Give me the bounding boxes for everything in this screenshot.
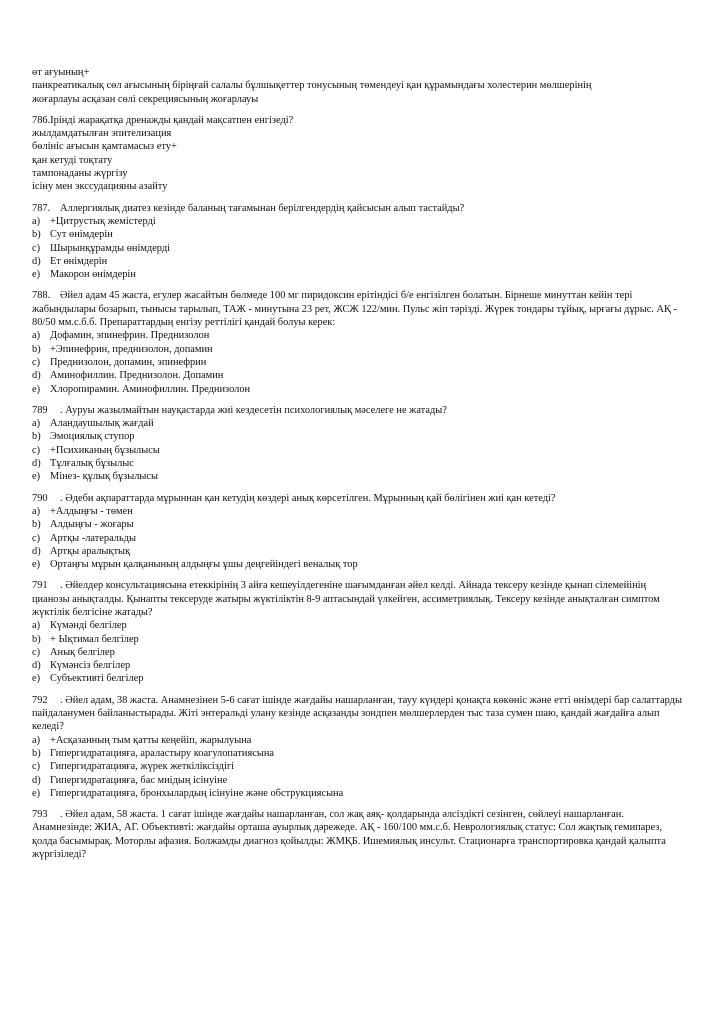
- option-letter: a): [32, 734, 41, 746]
- option-letter: c): [32, 356, 41, 368]
- answer-option: [32, 633, 683, 646]
- answer-option: қан кетуді тоқтату: [32, 154, 113, 166]
- question-number: 792: [32, 694, 48, 706]
- option-text: Артқы -латеральды: [50, 532, 136, 544]
- answer-option: [32, 356, 683, 369]
- option-letter: a): [32, 215, 41, 227]
- option-text: +Асқазанның тым қатты кеңейіп, жарылуына: [50, 734, 252, 746]
- option-text: Ет өнімдерін: [50, 255, 108, 267]
- question-stem: [32, 492, 683, 505]
- answer-option: [32, 532, 683, 545]
- option-text: Анық белгілер: [50, 646, 115, 658]
- question-stem: [32, 694, 683, 734]
- answer-option: [32, 430, 683, 443]
- question-text: . Әйел адам, 38 жаста. Анамнезінен 5-6 сағат ішінде жағдайы нашарланған, тауу күндері қонақта көкөніс және етті өнімдері бар салаттарды пайдаланумен байланыстырады. Жіті энтеральді улану кезінде асқазанды зондпен мөлшерлерден тыс таза сумен шаю, қандай жағдайға алып келеді?: [32, 694, 682, 733]
- answer-option: [32, 558, 683, 571]
- answer-option: [32, 343, 683, 356]
- option-letter: e): [32, 787, 41, 799]
- question-stem: [32, 579, 683, 619]
- answer-option: [32, 444, 683, 457]
- answer-option: [32, 417, 683, 430]
- option-letter: c): [32, 444, 41, 456]
- option-text: Аландаушылық жағдай: [50, 418, 154, 430]
- option-text: Аминофиллин. Преднизолон. Допамин: [50, 370, 224, 382]
- answer-option: [32, 659, 683, 672]
- option-letter: b): [32, 431, 41, 443]
- option-letter: d): [32, 774, 41, 786]
- option-text: Күмәнді белгілер: [50, 620, 127, 632]
- option-letter: a): [32, 330, 41, 342]
- answer-option: ісіну мен экссудацияны азайту: [32, 181, 168, 193]
- question-stem: [32, 289, 683, 329]
- option-text: Гипергидратацияға, бронхылардың ісінуіне және обструкциясына: [50, 787, 344, 799]
- answer-option: [32, 215, 683, 228]
- option-letter: b): [32, 229, 41, 241]
- answer-option: [32, 747, 683, 760]
- answer-option: [32, 228, 683, 241]
- question-793: [32, 808, 683, 861]
- answer-option: бөлініс ағысын қамтамасыз ету+: [32, 141, 177, 153]
- option-letter: c): [32, 646, 41, 658]
- answer-option: [32, 518, 683, 531]
- option-letter: b): [32, 343, 41, 355]
- option-letter: e): [32, 269, 41, 281]
- option-letter: b): [32, 519, 41, 531]
- answer-option: [32, 734, 683, 747]
- question-text: . Әйелдер консультациясына етеккірінің 3 айға кешеуілдегеніне шағымданған әйел келді. Айнада тексеру кезінде қынап сілемейінің цианозы анықталды. Қынапты тексеруде жатыры жүктіліктін 8-9 аптасындай үлкейген, ассиметриялық. Тексеру кезінде анықталған симптом жүктілік белгісіне жатады?: [32, 580, 660, 618]
- answer-option: [32, 369, 683, 382]
- question-text: Әйел адам 45 жаста, егулер жасайтын бөлмеде 100 мг пиридоксин ерітіндісі б/е енгізілген болатын. Бірнеше минуттан кейін тері жабындылары бозарып, тынысы тарылып, ТАЖ - минутына 23 рет, ЖСЖ 122/мин. Пульс жіп тәрізді. Жүрек тондары тұйық, ырғағы дұрыс. АҚ - 80/50 мм.с.б.б. Препараттардың енгізу реттілігі қандай болуы керек:: [32, 290, 677, 329]
- answer-option: [32, 268, 683, 281]
- answer-option: [32, 672, 683, 685]
- option-text: Преднизолон, допамин, эпинефрин: [50, 356, 207, 368]
- option-letter: c): [32, 242, 41, 254]
- question-number: 791: [32, 580, 48, 592]
- question-number: 788.: [32, 290, 51, 302]
- option-text: Шырынқұрамды өнімдерді: [50, 242, 171, 254]
- answer-option: [32, 545, 683, 558]
- question-788: [32, 289, 683, 395]
- answer-option: [32, 242, 683, 255]
- answer-option: [32, 255, 683, 268]
- option-text: Гипергидратацияға, жүрек жеткіліксіздігі: [50, 761, 234, 773]
- answer-option: [32, 505, 683, 518]
- intro-line: жоғарлауы асқазан сөлі секрециясының жоғарлауы: [32, 93, 259, 105]
- question-791: [32, 579, 683, 685]
- question-text: . Ауруы жазылмайтын науқастарда жиі кездесетін психологиялық мәселеге не жатады?: [60, 404, 447, 416]
- option-text: Гипергидратацияға, бас миідың ісінуіне: [50, 774, 228, 786]
- option-letter: b): [32, 633, 41, 645]
- intro-fragment: [32, 66, 683, 106]
- option-text: Гипергидратацияға, араластыру коагулопатиясына: [50, 747, 274, 759]
- answer-option: [32, 457, 683, 470]
- option-letter: d): [32, 458, 41, 470]
- question-789: [32, 404, 683, 484]
- question-stem: [32, 404, 683, 417]
- option-text: Субъективті белгілер: [50, 673, 144, 685]
- answer-option: тампонаданы жүргізу: [32, 168, 128, 180]
- option-text: Макорон өнімдерін: [50, 269, 136, 281]
- question-number: 787.: [32, 202, 51, 214]
- option-text: Мінез- құлық бұзылысы: [50, 471, 158, 483]
- option-text: Сут өнімдерін: [50, 229, 113, 241]
- option-text: Артқы аралықтық: [50, 545, 131, 557]
- option-letter: a): [32, 620, 41, 632]
- answer-option: [32, 787, 683, 800]
- option-letter: e): [32, 559, 41, 571]
- option-letter: d): [32, 660, 41, 672]
- option-letter: c): [32, 532, 41, 544]
- option-letter: e): [32, 383, 41, 395]
- question-text: Аллергиялық диатез кезінде баланың тағамынан берілгендердің қайсысын алып тастайды?: [60, 202, 465, 214]
- option-letter: a): [32, 505, 41, 517]
- question-number: 790: [32, 492, 48, 504]
- intro-line: панкреатикалық сөл ағысының біріңғай салалы бұлшықеттер тонусының төмендеуі қан құрамындағы холестерин мөлшерінің: [32, 80, 592, 92]
- option-letter: d): [32, 545, 41, 557]
- option-text: +Эпинефрин, преднизолон, допамин: [50, 343, 213, 355]
- option-letter: a): [32, 418, 41, 430]
- option-text: Ортаңғы мұрын қалқанының алдыңғы ұшы деңгейіндегі веналық тор: [50, 559, 358, 571]
- answer-option: [32, 646, 683, 659]
- answer-option: [32, 470, 683, 483]
- question-number: 793: [32, 809, 48, 821]
- option-text: Дофамин, эпинефрин. Преднизолон: [50, 330, 210, 342]
- answer-option: [32, 619, 683, 632]
- question-792: [32, 694, 683, 800]
- option-text: + Ықтимал белгілер: [50, 633, 139, 645]
- option-text: Эмоциялық ступор: [50, 431, 135, 443]
- answer-option: [32, 383, 683, 396]
- answer-option: [32, 329, 683, 342]
- option-text: Күмәнсіз белгілер: [50, 660, 131, 672]
- question-787: [32, 202, 683, 282]
- option-letter: e): [32, 673, 41, 685]
- option-text: +Цитрустық жемістерді: [50, 215, 156, 227]
- option-text: Хлоропирамин. Аминофиллин. Преднизолон: [50, 383, 251, 395]
- option-text: +Алдыңғы - төмен: [50, 505, 133, 517]
- question-790: [32, 492, 683, 572]
- option-text: +Психиканың бұзылысы: [50, 444, 160, 456]
- option-letter: b): [32, 747, 41, 759]
- question-number: 789: [32, 404, 48, 416]
- option-text: Алдыңғы - жоғары: [50, 519, 134, 531]
- option-letter: d): [32, 370, 41, 382]
- question-text: . Әдеби ақпараттарда мұрыннан қан кетудің көздері анық көрсетілген. Мұрынның қай бөлігінен жиі қан кетеді?: [60, 492, 556, 504]
- answer-option: [32, 774, 683, 787]
- question-stem: 786.Ірінді жарақатқа дренажды қандай мақсатпен енгізеді?: [32, 114, 294, 126]
- question-stem: [32, 202, 683, 215]
- question-stem: [32, 808, 683, 861]
- answer-option: [32, 760, 683, 773]
- option-letter: d): [32, 255, 41, 267]
- question-786: [32, 114, 683, 194]
- option-text: Тұлғалық бұзылыс: [50, 458, 134, 470]
- intro-line: өт ағуының+: [32, 67, 90, 78]
- answer-option: жылдамдатылған эпителизация: [32, 128, 172, 140]
- option-letter: e): [32, 471, 41, 483]
- question-text: . Әйел адам, 58 жаста. 1 сағат ішінде жағдайы нашарланған, сол жақ аяқ- қолдарында әлсіздікті сезінген, сөйлеуі нашарланған. Анамнезінде: ЖИА, АГ. Объективті: жағдайы орташа ауырлық дәрежеде. АҚ - 160/100 мм.с.б. Неврологиялық статус: Сол жақтық гемипарез, қолда басымырақ. Моторлы афазия. Болжамды диагноз қойылды: ЖМҚБ. Ишемиялық инсульт. Стационарға транспортировка қандай қалыпта жүргізіледі?: [32, 809, 666, 861]
- option-letter: c): [32, 761, 41, 773]
